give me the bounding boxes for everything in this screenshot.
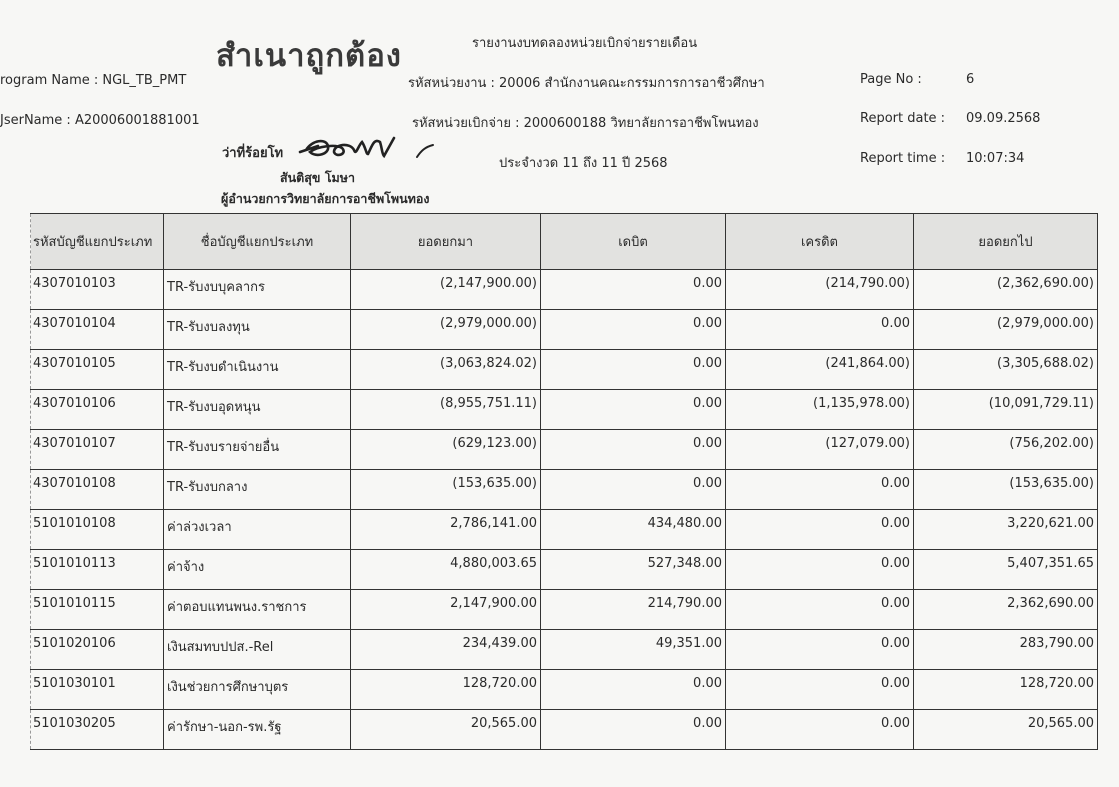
cell-opening-balance: 128,720.00 (351, 670, 541, 710)
report-period: ประจำงวด 11 ถึง 11 ปี 2568 (499, 156, 668, 171)
cell-closing-balance: (3,305,688.02) (914, 350, 1098, 390)
cell-credit: (241,864.00) (726, 350, 914, 390)
cell-closing-balance: 283,790.00 (914, 630, 1098, 670)
cell-credit: 0.00 (726, 630, 914, 670)
cell-account-name: เงินช่วยการศึกษาบุตร (164, 670, 351, 710)
header-account-code: รหัสบัญชีแยกประเภท (31, 214, 164, 270)
cell-debit: 49,351.00 (541, 630, 726, 670)
cell-credit: (127,079.00) (726, 430, 914, 470)
cell-closing-balance: 128,720.00 (914, 670, 1098, 710)
cell-account-code: 5101020106 (31, 630, 164, 670)
certifier-name: สันติสุข โมษา (280, 170, 356, 185)
cell-credit: 0.00 (726, 710, 914, 750)
table-row (31, 350, 1098, 390)
header-account-name: ชื่อบัญชีแยกประเภท (164, 214, 351, 270)
cell-opening-balance: (2,979,000.00) (351, 310, 541, 350)
cell-account-name: ค่าตอบแทนพนง.ราชการ (164, 590, 351, 630)
cell-account-name: TR-รับงบดำเนินงาน (164, 350, 351, 390)
certified-copy-stamp: สำเนาถูกต้อง (216, 38, 402, 74)
table-row (31, 550, 1098, 590)
cell-account-code: 4307010107 (31, 430, 164, 470)
table-row (31, 270, 1098, 310)
cell-opening-balance: 2,786,141.00 (351, 510, 541, 550)
table-row (31, 470, 1098, 510)
disbursing-unit: รหัสหน่วยเบิกจ่าย : 2000600188 วิทยาลัยการอาชีพโพนทอง (412, 116, 759, 131)
report-date-label: Report date : (860, 111, 946, 126)
cell-opening-balance: 4,880,003.65 (351, 550, 541, 590)
cell-opening-balance: (629,123.00) (351, 430, 541, 470)
cell-account-code: 4307010108 (31, 470, 164, 510)
cell-account-code: 4307010103 (31, 270, 164, 310)
cell-opening-balance: 2,147,900.00 (351, 590, 541, 630)
user-name: JserName : A20006001881001 (0, 113, 200, 128)
cell-account-code: 4307010106 (31, 390, 164, 430)
cell-credit: 0.00 (726, 670, 914, 710)
cell-account-name: เงินสมทบปปส.-Rel (164, 630, 351, 670)
table-header-row (31, 214, 1098, 270)
cell-closing-balance: (2,362,690.00) (914, 270, 1098, 310)
handwritten-signature (296, 132, 401, 164)
checkmark-icon (415, 143, 435, 159)
table-row (31, 590, 1098, 630)
cell-debit: 214,790.00 (541, 590, 726, 630)
cell-closing-balance: (153,635.00) (914, 470, 1098, 510)
cell-account-name: TR-รับงบลงทุน (164, 310, 351, 350)
header-opening-balance: ยอดยกมา (351, 214, 541, 270)
cell-opening-balance: 20,565.00 (351, 710, 541, 750)
trial-balance-table (30, 213, 1098, 750)
cell-credit: (1,135,978.00) (726, 390, 914, 430)
cell-account-code: 5101030205 (31, 710, 164, 750)
cell-account-name: TR-รับงบอุดหนุน (164, 390, 351, 430)
cell-debit: 0.00 (541, 470, 726, 510)
cell-opening-balance: (8,955,751.11) (351, 390, 541, 430)
cell-account-code: 5101010115 (31, 590, 164, 630)
cell-credit: (214,790.00) (726, 270, 914, 310)
header-credit: เครดิต (726, 214, 914, 270)
table-row (31, 310, 1098, 350)
cell-closing-balance: 2,362,690.00 (914, 590, 1098, 630)
cell-debit: 0.00 (541, 710, 726, 750)
cell-account-name: TR-รับงบบุคลากร (164, 270, 351, 310)
header-debit: เดบิต (541, 214, 726, 270)
header-closing-balance: ยอดยกไป (914, 214, 1098, 270)
report-time-label: Report time : (860, 151, 946, 166)
cell-closing-balance: 3,220,621.00 (914, 510, 1098, 550)
report-title: รายงานงบทดลองหน่วยเบิกจ่ายรายเดือน (472, 36, 698, 51)
program-name: rogram Name : NGL_TB_PMT (0, 73, 187, 88)
cell-credit: 0.00 (726, 590, 914, 630)
cell-debit: 0.00 (541, 670, 726, 710)
cell-account-name: ค่ารักษา-นอก-รพ.รัฐ (164, 710, 351, 750)
page-no-label: Page No : (860, 72, 922, 87)
cell-credit: 0.00 (726, 510, 914, 550)
certifier-position: ผู้อำนวยการวิทยาลัยการอาชีพโพนทอง (221, 191, 430, 206)
table-row (31, 430, 1098, 470)
cell-account-code: 4307010105 (31, 350, 164, 390)
cell-debit: 0.00 (541, 350, 726, 390)
table-row (31, 630, 1098, 670)
cell-account-name: TR-รับงบกลาง (164, 470, 351, 510)
report-time: 10:07:34 (966, 151, 1025, 166)
cell-opening-balance: (2,147,900.00) (351, 270, 541, 310)
cell-closing-balance: (2,979,000.00) (914, 310, 1098, 350)
cell-closing-balance: 5,407,351.65 (914, 550, 1098, 590)
cell-debit: 527,348.00 (541, 550, 726, 590)
cell-credit: 0.00 (726, 550, 914, 590)
cell-account-name: ค่าจ้าง (164, 550, 351, 590)
table-row (31, 510, 1098, 550)
cell-account-code: 5101010108 (31, 510, 164, 550)
cell-account-name: ค่าล่วงเวลา (164, 510, 351, 550)
report-date: 09.09.2568 (966, 111, 1041, 126)
cell-opening-balance: (153,635.00) (351, 470, 541, 510)
table-row (31, 670, 1098, 710)
table-row (31, 710, 1098, 750)
cell-debit: 434,480.00 (541, 510, 726, 550)
cell-account-code: 4307010104 (31, 310, 164, 350)
cell-account-code: 5101010113 (31, 550, 164, 590)
cell-credit: 0.00 (726, 470, 914, 510)
cell-opening-balance: 234,439.00 (351, 630, 541, 670)
cell-debit: 0.00 (541, 430, 726, 470)
cell-debit: 0.00 (541, 390, 726, 430)
cell-account-code: 5101030101 (31, 670, 164, 710)
cell-debit: 0.00 (541, 310, 726, 350)
cell-closing-balance: (756,202.00) (914, 430, 1098, 470)
agency-code: รหัสหน่วยงาน : 20006 สำนักงานคณะกรรมการการอาชีวศึกษา (408, 76, 765, 91)
cell-credit: 0.00 (726, 310, 914, 350)
cell-closing-balance: (10,091,729.11) (914, 390, 1098, 430)
cell-account-name: TR-รับงบรายจ่ายอื่น (164, 430, 351, 470)
certifier-rank: ว่าที่ร้อยโท (222, 146, 284, 161)
cell-debit: 0.00 (541, 270, 726, 310)
page-no: 6 (966, 72, 975, 87)
cell-opening-balance: (3,063,824.02) (351, 350, 541, 390)
table-row (31, 390, 1098, 430)
cell-closing-balance: 20,565.00 (914, 710, 1098, 750)
